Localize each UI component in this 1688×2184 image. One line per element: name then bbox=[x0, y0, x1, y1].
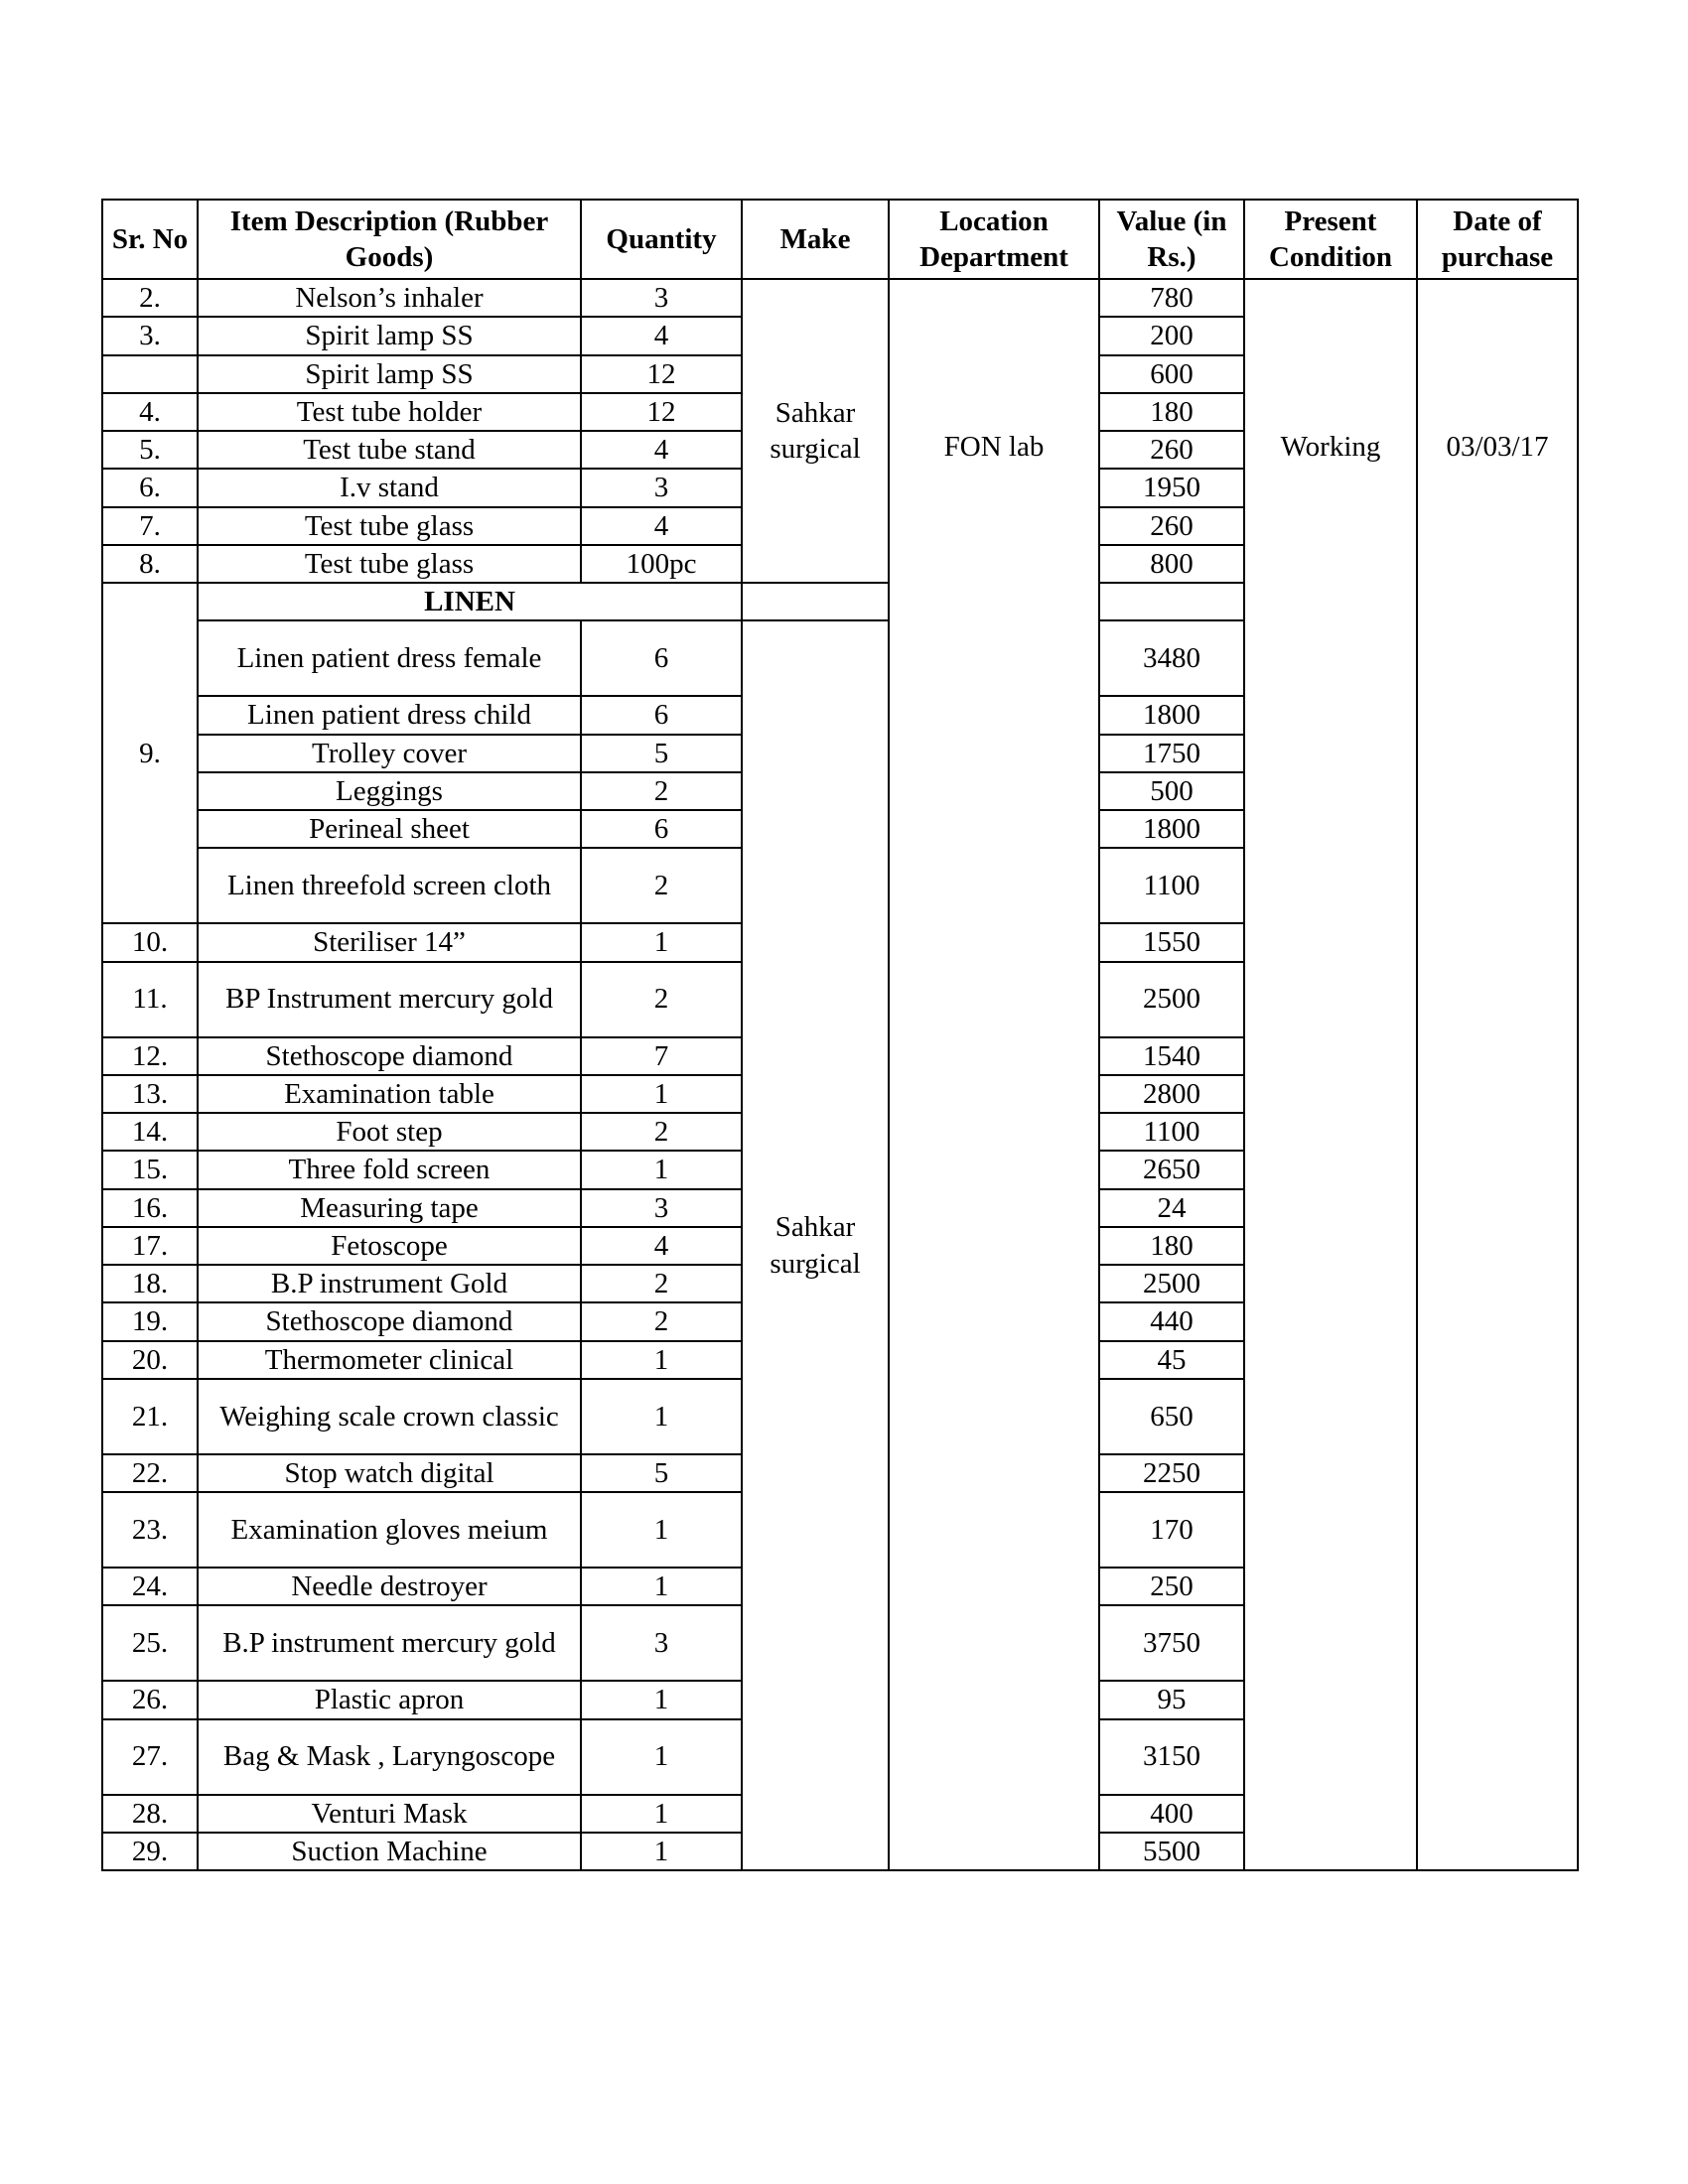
header-make: Make bbox=[742, 200, 889, 279]
value-cell: 1950 bbox=[1099, 469, 1244, 506]
qty-cell: 1 bbox=[581, 1492, 742, 1568]
item-cell: Test tube stand bbox=[198, 431, 581, 469]
qty-cell: 1 bbox=[581, 1341, 742, 1379]
value-cell: 2500 bbox=[1099, 962, 1244, 1037]
make-cell: Sahkar surgical bbox=[742, 279, 889, 583]
sr-cell: 25. bbox=[102, 1605, 198, 1681]
value-cell: 400 bbox=[1099, 1795, 1244, 1833]
qty-cell: 1 bbox=[581, 1719, 742, 1795]
value-cell: 1100 bbox=[1099, 848, 1244, 923]
value-cell: 200 bbox=[1099, 317, 1244, 354]
header-sr-no: Sr. No bbox=[102, 200, 198, 279]
value-cell: 3480 bbox=[1099, 620, 1244, 696]
sr-cell: 12. bbox=[102, 1037, 198, 1075]
qty-cell: 7 bbox=[581, 1037, 742, 1075]
value-cell: 180 bbox=[1099, 393, 1244, 431]
item-cell: Bag & Mask , Laryngoscope bbox=[198, 1719, 581, 1795]
item-cell: Three fold screen bbox=[198, 1151, 581, 1188]
value-cell: 1540 bbox=[1099, 1037, 1244, 1075]
value-cell: 650 bbox=[1099, 1379, 1244, 1454]
sr-cell: 24. bbox=[102, 1568, 198, 1605]
sr-cell: 2. bbox=[102, 279, 198, 317]
item-cell: Stethoscope diamond bbox=[198, 1302, 581, 1340]
qty-cell: 2 bbox=[581, 1302, 742, 1340]
value-cell: 260 bbox=[1099, 507, 1244, 545]
sr-cell: 15. bbox=[102, 1151, 198, 1188]
sr-cell: 3. bbox=[102, 317, 198, 354]
sr-cell: 11. bbox=[102, 962, 198, 1037]
qty-cell: 1 bbox=[581, 1795, 742, 1833]
value-cell: 800 bbox=[1099, 545, 1244, 583]
qty-cell: 1 bbox=[581, 1075, 742, 1113]
item-cell: Spirit lamp SS bbox=[198, 355, 581, 393]
qty-cell: 3 bbox=[581, 279, 742, 317]
value-cell: 1100 bbox=[1099, 1113, 1244, 1151]
value-cell: 260 bbox=[1099, 431, 1244, 469]
value-cell: 1800 bbox=[1099, 810, 1244, 848]
value-cell: 2650 bbox=[1099, 1151, 1244, 1188]
sr-cell: 29. bbox=[102, 1833, 198, 1870]
section-title-linen: LINEN bbox=[198, 583, 742, 620]
qty-cell: 2 bbox=[581, 962, 742, 1037]
qty-cell: 1 bbox=[581, 1568, 742, 1605]
sr-cell: 23. bbox=[102, 1492, 198, 1568]
value-cell: 180 bbox=[1099, 1227, 1244, 1265]
item-cell: Foot step bbox=[198, 1113, 581, 1151]
qty-cell: 4 bbox=[581, 1227, 742, 1265]
item-cell: Spirit lamp SS bbox=[198, 317, 581, 354]
item-cell: Suction Machine bbox=[198, 1833, 581, 1870]
sr-cell: 18. bbox=[102, 1265, 198, 1302]
value-cell: 3150 bbox=[1099, 1719, 1244, 1795]
item-cell: Thermometer clinical bbox=[198, 1341, 581, 1379]
sr-cell bbox=[102, 355, 198, 393]
value-cell: 2500 bbox=[1099, 1265, 1244, 1302]
header-location-department: Location Department bbox=[889, 200, 1099, 279]
qty-cell: 3 bbox=[581, 1605, 742, 1681]
value-cell: 500 bbox=[1099, 772, 1244, 810]
sr-cell: 27. bbox=[102, 1719, 198, 1795]
item-cell: Measuring tape bbox=[198, 1189, 581, 1227]
sr-cell: 14. bbox=[102, 1113, 198, 1151]
value-cell: 1800 bbox=[1099, 696, 1244, 734]
item-cell: Linen patient dress child bbox=[198, 696, 581, 734]
header-row bbox=[102, 200, 1578, 279]
sr-cell: 7. bbox=[102, 507, 198, 545]
header-quantity: Quantity bbox=[581, 200, 742, 279]
inventory-table bbox=[101, 199, 1579, 1871]
item-cell: Stethoscope diamond bbox=[198, 1037, 581, 1075]
value-cell: 1750 bbox=[1099, 735, 1244, 772]
qty-cell: 6 bbox=[581, 810, 742, 848]
item-cell: Leggings bbox=[198, 772, 581, 810]
sr-cell: 9. bbox=[102, 583, 198, 923]
qty-cell: 5 bbox=[581, 1454, 742, 1492]
sr-cell: 16. bbox=[102, 1189, 198, 1227]
value-cell: 5500 bbox=[1099, 1833, 1244, 1870]
qty-cell: 12 bbox=[581, 393, 742, 431]
item-cell: I.v stand bbox=[198, 469, 581, 506]
sr-cell: 10. bbox=[102, 923, 198, 961]
qty-cell: 2 bbox=[581, 848, 742, 923]
value-cell: 3750 bbox=[1099, 1605, 1244, 1681]
sr-cell: 20. bbox=[102, 1341, 198, 1379]
qty-cell: 12 bbox=[581, 355, 742, 393]
date-cell: 03/03/17 bbox=[1417, 279, 1578, 1870]
header-present-condition: Present Condition bbox=[1244, 200, 1417, 279]
item-cell: BP Instrument mercury gold bbox=[198, 962, 581, 1037]
qty-cell: 100pc bbox=[581, 545, 742, 583]
item-cell: Venturi Mask bbox=[198, 1795, 581, 1833]
item-cell: Test tube glass bbox=[198, 545, 581, 583]
sr-cell: 17. bbox=[102, 1227, 198, 1265]
qty-cell: 1 bbox=[581, 1681, 742, 1718]
item-cell: Fetoscope bbox=[198, 1227, 581, 1265]
value-cell: 600 bbox=[1099, 355, 1244, 393]
qty-cell: 3 bbox=[581, 1189, 742, 1227]
sr-cell: 5. bbox=[102, 431, 198, 469]
qty-cell: 4 bbox=[581, 317, 742, 354]
sr-cell: 19. bbox=[102, 1302, 198, 1340]
qty-cell: 4 bbox=[581, 431, 742, 469]
header-date-of-purchase: Date of purchase bbox=[1417, 200, 1578, 279]
sr-cell: 4. bbox=[102, 393, 198, 431]
qty-cell: 1 bbox=[581, 923, 742, 961]
item-cell: Needle destroyer bbox=[198, 1568, 581, 1605]
value-cell: 45 bbox=[1099, 1341, 1244, 1379]
value-cell: 95 bbox=[1099, 1681, 1244, 1718]
value-cell: 440 bbox=[1099, 1302, 1244, 1340]
qty-cell: 2 bbox=[581, 1265, 742, 1302]
sr-cell: 26. bbox=[102, 1681, 198, 1718]
make-empty-cell bbox=[742, 583, 889, 620]
qty-cell: 2 bbox=[581, 772, 742, 810]
sr-cell: 28. bbox=[102, 1795, 198, 1833]
sr-cell: 13. bbox=[102, 1075, 198, 1113]
location-cell: FON lab bbox=[889, 279, 1099, 1870]
item-cell: Examination table bbox=[198, 1075, 581, 1113]
sr-cell: 6. bbox=[102, 469, 198, 506]
value-cell: 2250 bbox=[1099, 1454, 1244, 1492]
qty-cell: 6 bbox=[581, 696, 742, 734]
item-cell: Perineal sheet bbox=[198, 810, 581, 848]
item-cell: Test tube holder bbox=[198, 393, 581, 431]
item-cell: Nelson’s inhaler bbox=[198, 279, 581, 317]
value-empty-cell bbox=[1099, 583, 1244, 620]
value-cell: 250 bbox=[1099, 1568, 1244, 1605]
header-item-description: Item Description (Rubber Goods) bbox=[198, 200, 581, 279]
value-cell: 780 bbox=[1099, 279, 1244, 317]
qty-cell: 1 bbox=[581, 1833, 742, 1870]
qty-cell: 6 bbox=[581, 620, 742, 696]
qty-cell: 4 bbox=[581, 507, 742, 545]
qty-cell: 3 bbox=[581, 469, 742, 506]
item-cell: Examination gloves meium bbox=[198, 1492, 581, 1568]
sr-cell: 21. bbox=[102, 1379, 198, 1454]
make-cell: Sahkar surgical bbox=[742, 620, 889, 1870]
item-cell: Plastic apron bbox=[198, 1681, 581, 1718]
value-cell: 24 bbox=[1099, 1189, 1244, 1227]
value-cell: 170 bbox=[1099, 1492, 1244, 1568]
header-value: Value (in Rs.) bbox=[1099, 200, 1244, 279]
item-cell: Steriliser 14” bbox=[198, 923, 581, 961]
qty-cell: 5 bbox=[581, 735, 742, 772]
table-row bbox=[102, 279, 1578, 317]
qty-cell: 1 bbox=[581, 1151, 742, 1188]
condition-cell: Working bbox=[1244, 279, 1417, 1870]
item-cell: Stop watch digital bbox=[198, 1454, 581, 1492]
item-cell: Weighing scale crown classic bbox=[198, 1379, 581, 1454]
item-cell: Test tube glass bbox=[198, 507, 581, 545]
item-cell: Linen patient dress female bbox=[198, 620, 581, 696]
qty-cell: 1 bbox=[581, 1379, 742, 1454]
value-cell: 1550 bbox=[1099, 923, 1244, 961]
value-cell: 2800 bbox=[1099, 1075, 1244, 1113]
item-cell: B.P instrument mercury gold bbox=[198, 1605, 581, 1681]
sr-cell: 22. bbox=[102, 1454, 198, 1492]
item-cell: B.P instrument Gold bbox=[198, 1265, 581, 1302]
sr-cell: 8. bbox=[102, 545, 198, 583]
item-cell: Trolley cover bbox=[198, 735, 581, 772]
item-cell: Linen threefold screen cloth bbox=[198, 848, 581, 923]
qty-cell: 2 bbox=[581, 1113, 742, 1151]
